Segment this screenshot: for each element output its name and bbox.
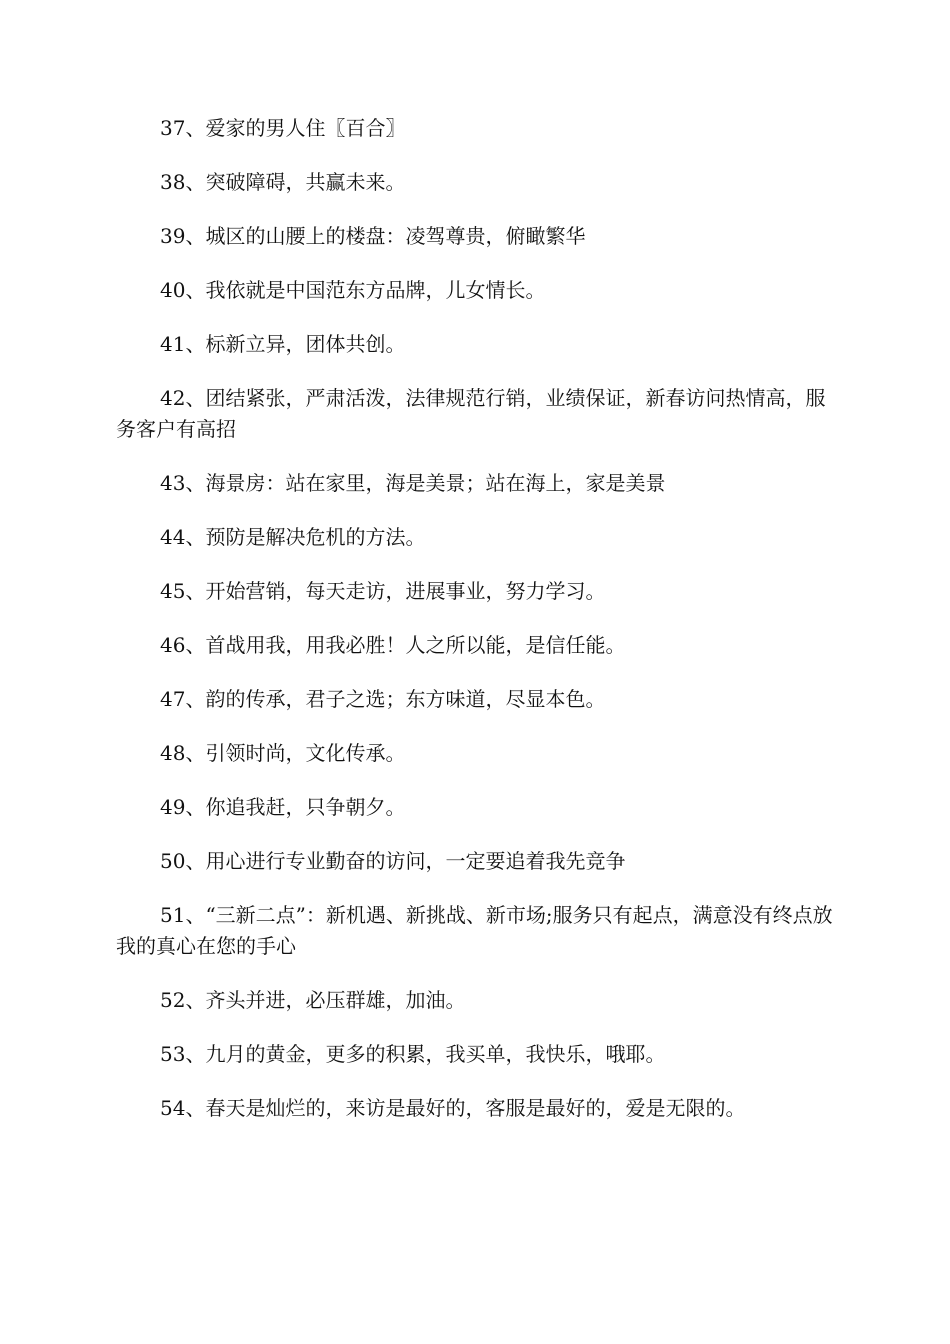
paragraph-52: 52、齐头并进，必压群雄，加油。 xyxy=(160,988,466,1012)
paragraph-41: 41、标新立异，团体共创。 xyxy=(160,332,406,356)
document-body xyxy=(116,113,836,1147)
paragraph-38: 38、突破障碍，共赢未来。 xyxy=(160,170,406,194)
paragraph-45: 45、开始营销，每天走访，进展事业，努力学习。 xyxy=(160,579,606,603)
paragraph-48: 48、引领时尚，文化传承。 xyxy=(160,741,406,765)
paragraph-43: 43、海景房：站在家里，海是美景；站在海上，家是美景 xyxy=(160,471,666,495)
paragraph-50: 50、用心进行专业勤奋的访问，一定要追着我先竞争 xyxy=(160,849,626,873)
paragraph-46: 46、首战用我，用我必胜！人之所以能，是信任能。 xyxy=(160,633,626,657)
paragraph-47: 47、韵的传承，君子之选；东方味道，尽显本色。 xyxy=(160,687,606,711)
paragraph-51: 51、“三新二点”：新机遇、新挑战、新市场;服务只有起点，满意没有终点放我的真心在您的手心 xyxy=(116,903,833,958)
paragraph-54: 54、春天是灿烂的，来访是最好的，客服是最好的，爱是无限的。 xyxy=(160,1096,746,1120)
paragraph-49: 49、你追我赶，只争朝夕。 xyxy=(160,795,406,819)
paragraph-42: 42、团结紧张，严肃活泼，法律规范行销，业绩保证，新春访问热情高，服务客户有高招 xyxy=(116,386,826,441)
paragraph-44: 44、预防是解决危机的方法。 xyxy=(160,525,426,549)
paragraph-39: 39、城区的山腰上的楼盘：凌驾尊贵，俯瞰繁华 xyxy=(160,224,586,248)
paragraph-40: 40、我依就是中国范东方品牌，儿女情长。 xyxy=(160,278,546,302)
paragraph-53: 53、九月的黄金，更多的积累，我买单，我快乐，哦耶。 xyxy=(160,1042,666,1066)
paragraph-37: 37、爱家的男人住〖百合〗 xyxy=(160,116,406,140)
